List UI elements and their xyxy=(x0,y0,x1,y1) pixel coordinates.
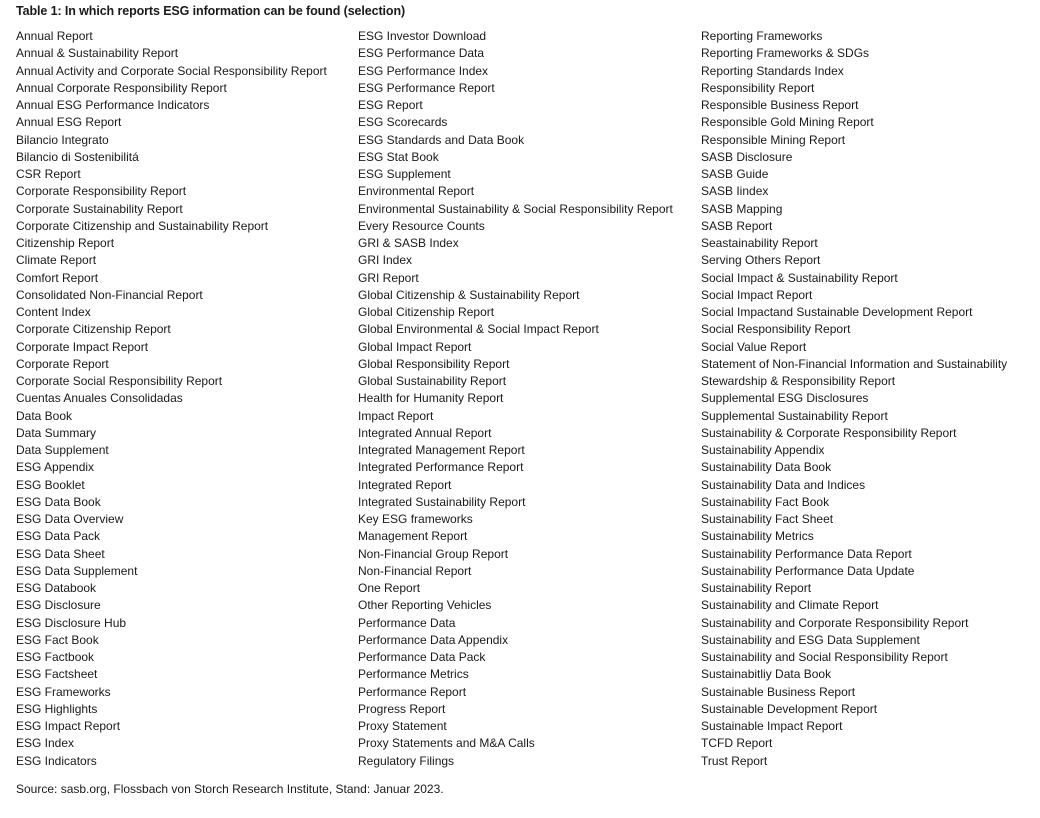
list-item: Annual ESG Performance Indicators xyxy=(16,98,210,112)
list-item: Non-Financial Group Report xyxy=(358,546,509,561)
list-item: Sustainability Metrics xyxy=(701,529,814,544)
list-item: Consolidated Non-Financial Report xyxy=(16,287,203,302)
list-item: Stewardship & Responsibility Report xyxy=(701,374,896,388)
report-list-column-3 xyxy=(701,28,1007,770)
list-item: Data Summary xyxy=(16,425,97,440)
list-item: Integrated Annual Report xyxy=(358,425,492,440)
list-item: ESG Data Overview xyxy=(16,512,124,526)
list-item: Regulatory Filings xyxy=(358,753,455,768)
list-item: Sustainable Impact Report xyxy=(701,719,843,733)
list-item: Social Impact & Sustainability Report xyxy=(701,270,898,285)
list-item: Global Responsibility Report xyxy=(358,356,510,371)
list-item: SASB Report xyxy=(701,218,773,233)
list-item: ESG Index xyxy=(16,736,75,751)
list-item: ESG Data Pack xyxy=(16,529,101,544)
report-list-column-1 xyxy=(16,28,327,770)
list-item: ESG Data Sheet xyxy=(16,546,105,561)
list-item: Corporate Social Responsibility Report xyxy=(16,374,223,388)
list-item: Content Index xyxy=(16,305,91,319)
list-item: Social Impact Report xyxy=(701,287,813,302)
list-item: ESG Data Supplement xyxy=(16,563,138,578)
list-item: Proxy Statement xyxy=(358,719,447,733)
list-item: ESG Investor Download xyxy=(358,29,487,43)
list-item: ESG Performance Report xyxy=(358,80,495,95)
list-item: Sustainability Appendix xyxy=(701,443,825,457)
list-item: Comfort Report xyxy=(16,270,99,285)
list-item: Management Report xyxy=(358,529,468,544)
list-item: Corporate Citizenship Report xyxy=(16,322,171,337)
list-item: Social Value Report xyxy=(701,339,807,354)
list-item: ESG Databook xyxy=(16,581,97,595)
list-item: Sustainable Business Report xyxy=(701,684,856,699)
list-item: Global Sustainability Report xyxy=(358,374,507,388)
list-item: Sustainability and Climate Report xyxy=(701,598,879,613)
list-item: Social Impactand Sustainable Development Report xyxy=(701,305,973,319)
list-item: Sustainability Performance Data Report xyxy=(701,546,912,561)
list-item: GRI & SASB Index xyxy=(358,236,459,250)
list-item: Performance Data Pack xyxy=(358,650,486,664)
list-item: Sustainability and Corporate Responsibility Report xyxy=(701,615,969,630)
list-item: Environmental Sustainability & Social Responsibility Report xyxy=(358,201,673,216)
list-item: Global Citizenship Report xyxy=(358,305,495,319)
list-item: Reporting Frameworks & SDGs xyxy=(701,46,870,61)
list-item: ESG Stat Book xyxy=(358,149,439,164)
list-item: Social Responsibility Report xyxy=(701,322,851,337)
table-title: Table 1: In which reports ESG information can be found (selection) xyxy=(16,4,406,18)
list-item: ESG Booklet xyxy=(16,477,85,492)
list-item: Supplemental Sustainability Report xyxy=(701,408,888,423)
list-item: Proxy Statements and M&A Calls xyxy=(358,736,535,751)
list-item: Cuentas Anuales Consolidadas xyxy=(16,391,183,406)
list-item: ESG Indicators xyxy=(16,753,97,768)
list-item: ESG Factsheet xyxy=(16,667,98,682)
list-item: Responsible Business Report xyxy=(701,98,859,112)
list-item: Corporate Citizenship and Sustainability Report xyxy=(16,218,269,233)
list-item: ESG Appendix xyxy=(16,460,95,475)
list-item: Health for Humanity Report xyxy=(358,391,504,406)
list-item: Citizenship Report xyxy=(16,236,115,250)
list-item: Other Reporting Vehicles xyxy=(358,598,492,613)
list-item: Responsible Mining Report xyxy=(701,132,846,147)
list-item: ESG Standards and Data Book xyxy=(358,132,525,147)
list-item: Data Book xyxy=(16,408,73,423)
list-item: Performance Data Appendix xyxy=(358,632,509,647)
list-item: Reporting Frameworks xyxy=(701,29,823,43)
list-item: Sustainability Report xyxy=(701,581,812,595)
list-item: SASB Disclosure xyxy=(701,149,793,164)
list-item: ESG Factbook xyxy=(16,650,95,664)
list-item: ESG Disclosure Hub xyxy=(16,615,127,630)
list-item: Climate Report xyxy=(16,253,97,268)
list-item: Integrated Performance Report xyxy=(358,460,524,475)
list-item: Global Citizenship & Sustainability Report xyxy=(358,287,580,302)
list-item: Sustainability and Social Responsibility Report xyxy=(701,650,948,664)
list-item: Integrated Report xyxy=(358,477,452,492)
list-item: GRI Index xyxy=(358,253,413,268)
list-item: Integrated Management Report xyxy=(358,443,525,457)
source-note: Source: sasb.org, Flossbach von Storch Research Institute, Stand: Januar 2023. xyxy=(16,782,444,796)
list-item: Responsible Gold Mining Report xyxy=(701,115,874,130)
list-item: ESG Impact Report xyxy=(16,719,121,733)
list-item: ESG Disclosure xyxy=(16,598,101,613)
list-item: ESG Highlights xyxy=(16,701,98,716)
list-item: Environmental Report xyxy=(358,184,475,199)
list-item: TCFD Report xyxy=(701,736,773,751)
list-item: SASB Mapping xyxy=(701,201,783,216)
list-item: Corporate Sustainability Report xyxy=(16,201,183,216)
list-item: ESG Performance Data xyxy=(358,46,485,61)
list-item: Corporate Responsibility Report xyxy=(16,184,187,199)
list-item: SASB Iindex xyxy=(701,184,769,199)
list-item: Corporate Impact Report xyxy=(16,339,149,354)
list-item: Sustainability Fact Book xyxy=(701,494,830,509)
list-item: ESG Fact Book xyxy=(16,632,99,647)
list-item: Responsibility Report xyxy=(701,80,815,95)
list-item: Sustainability Data and Indices xyxy=(701,477,866,492)
report-list-column-2 xyxy=(358,28,673,770)
list-item: Reporting Standards Index xyxy=(701,63,844,78)
list-item: ESG Report xyxy=(358,98,423,112)
list-item: ESG Data Book xyxy=(16,494,101,509)
list-item: Global Environmental & Social Impact Report xyxy=(358,322,599,337)
list-item: Progress Report xyxy=(358,701,446,716)
list-item: ESG Frameworks xyxy=(16,684,111,699)
list-item: One Report xyxy=(358,581,421,595)
list-item: Trust Report xyxy=(701,753,768,768)
list-item: Sustainability Data Book xyxy=(701,460,832,475)
list-item: CSR Report xyxy=(16,167,81,181)
list-item: Performance Metrics xyxy=(358,667,469,682)
list-item: Data Supplement xyxy=(16,443,109,457)
list-item: Key ESG frameworks xyxy=(358,512,473,526)
list-item: ESG Supplement xyxy=(358,167,451,181)
list-item: Corporate Report xyxy=(16,356,109,371)
list-item: Statement of Non-Financial Information and Sustainability xyxy=(701,356,1008,371)
list-item: Annual Corporate Responsibility Report xyxy=(16,80,227,95)
list-item: ESG Scorecards xyxy=(358,115,448,130)
list-item: GRI Report xyxy=(358,270,419,285)
list-item: Integrated Sustainability Report xyxy=(358,494,526,509)
list-item: ESG Performance Index xyxy=(358,63,489,78)
list-item: Sustainability & Corporate Responsibility Report xyxy=(701,425,957,440)
list-item: Performance Data xyxy=(358,615,456,630)
list-item: Annual & Sustainability Report xyxy=(16,46,179,61)
list-item: Sustainable Development Report xyxy=(701,701,878,716)
list-item: Annual Report xyxy=(16,29,93,43)
list-item: Annual ESG Report xyxy=(16,115,122,130)
list-item: Supplemental ESG Disclosures xyxy=(701,391,869,406)
list-item: Serving Others Report xyxy=(701,253,821,268)
list-item: Sustainability and ESG Data Supplement xyxy=(701,632,920,647)
list-item: Sustainability Performance Data Update xyxy=(701,563,915,578)
list-item: Sustainabitliy Data Book xyxy=(701,667,832,682)
list-item: Bilancio di Sostenibilitá xyxy=(16,149,139,164)
list-item: Global Impact Report xyxy=(358,339,472,354)
list-item: Annual Activity and Corporate Social Responsibility Report xyxy=(16,63,327,78)
list-item: SASB Guide xyxy=(701,167,769,181)
list-item: Non-Financial Report xyxy=(358,563,472,578)
list-item: Performance Report xyxy=(358,684,467,699)
list-item: Sustainability Fact Sheet xyxy=(701,512,834,526)
list-item: Seastainability Report xyxy=(701,236,818,250)
list-item: Every Resource Counts xyxy=(358,218,485,233)
list-item: Impact Report xyxy=(358,408,434,423)
list-item: Bilancio Integrato xyxy=(16,132,109,147)
